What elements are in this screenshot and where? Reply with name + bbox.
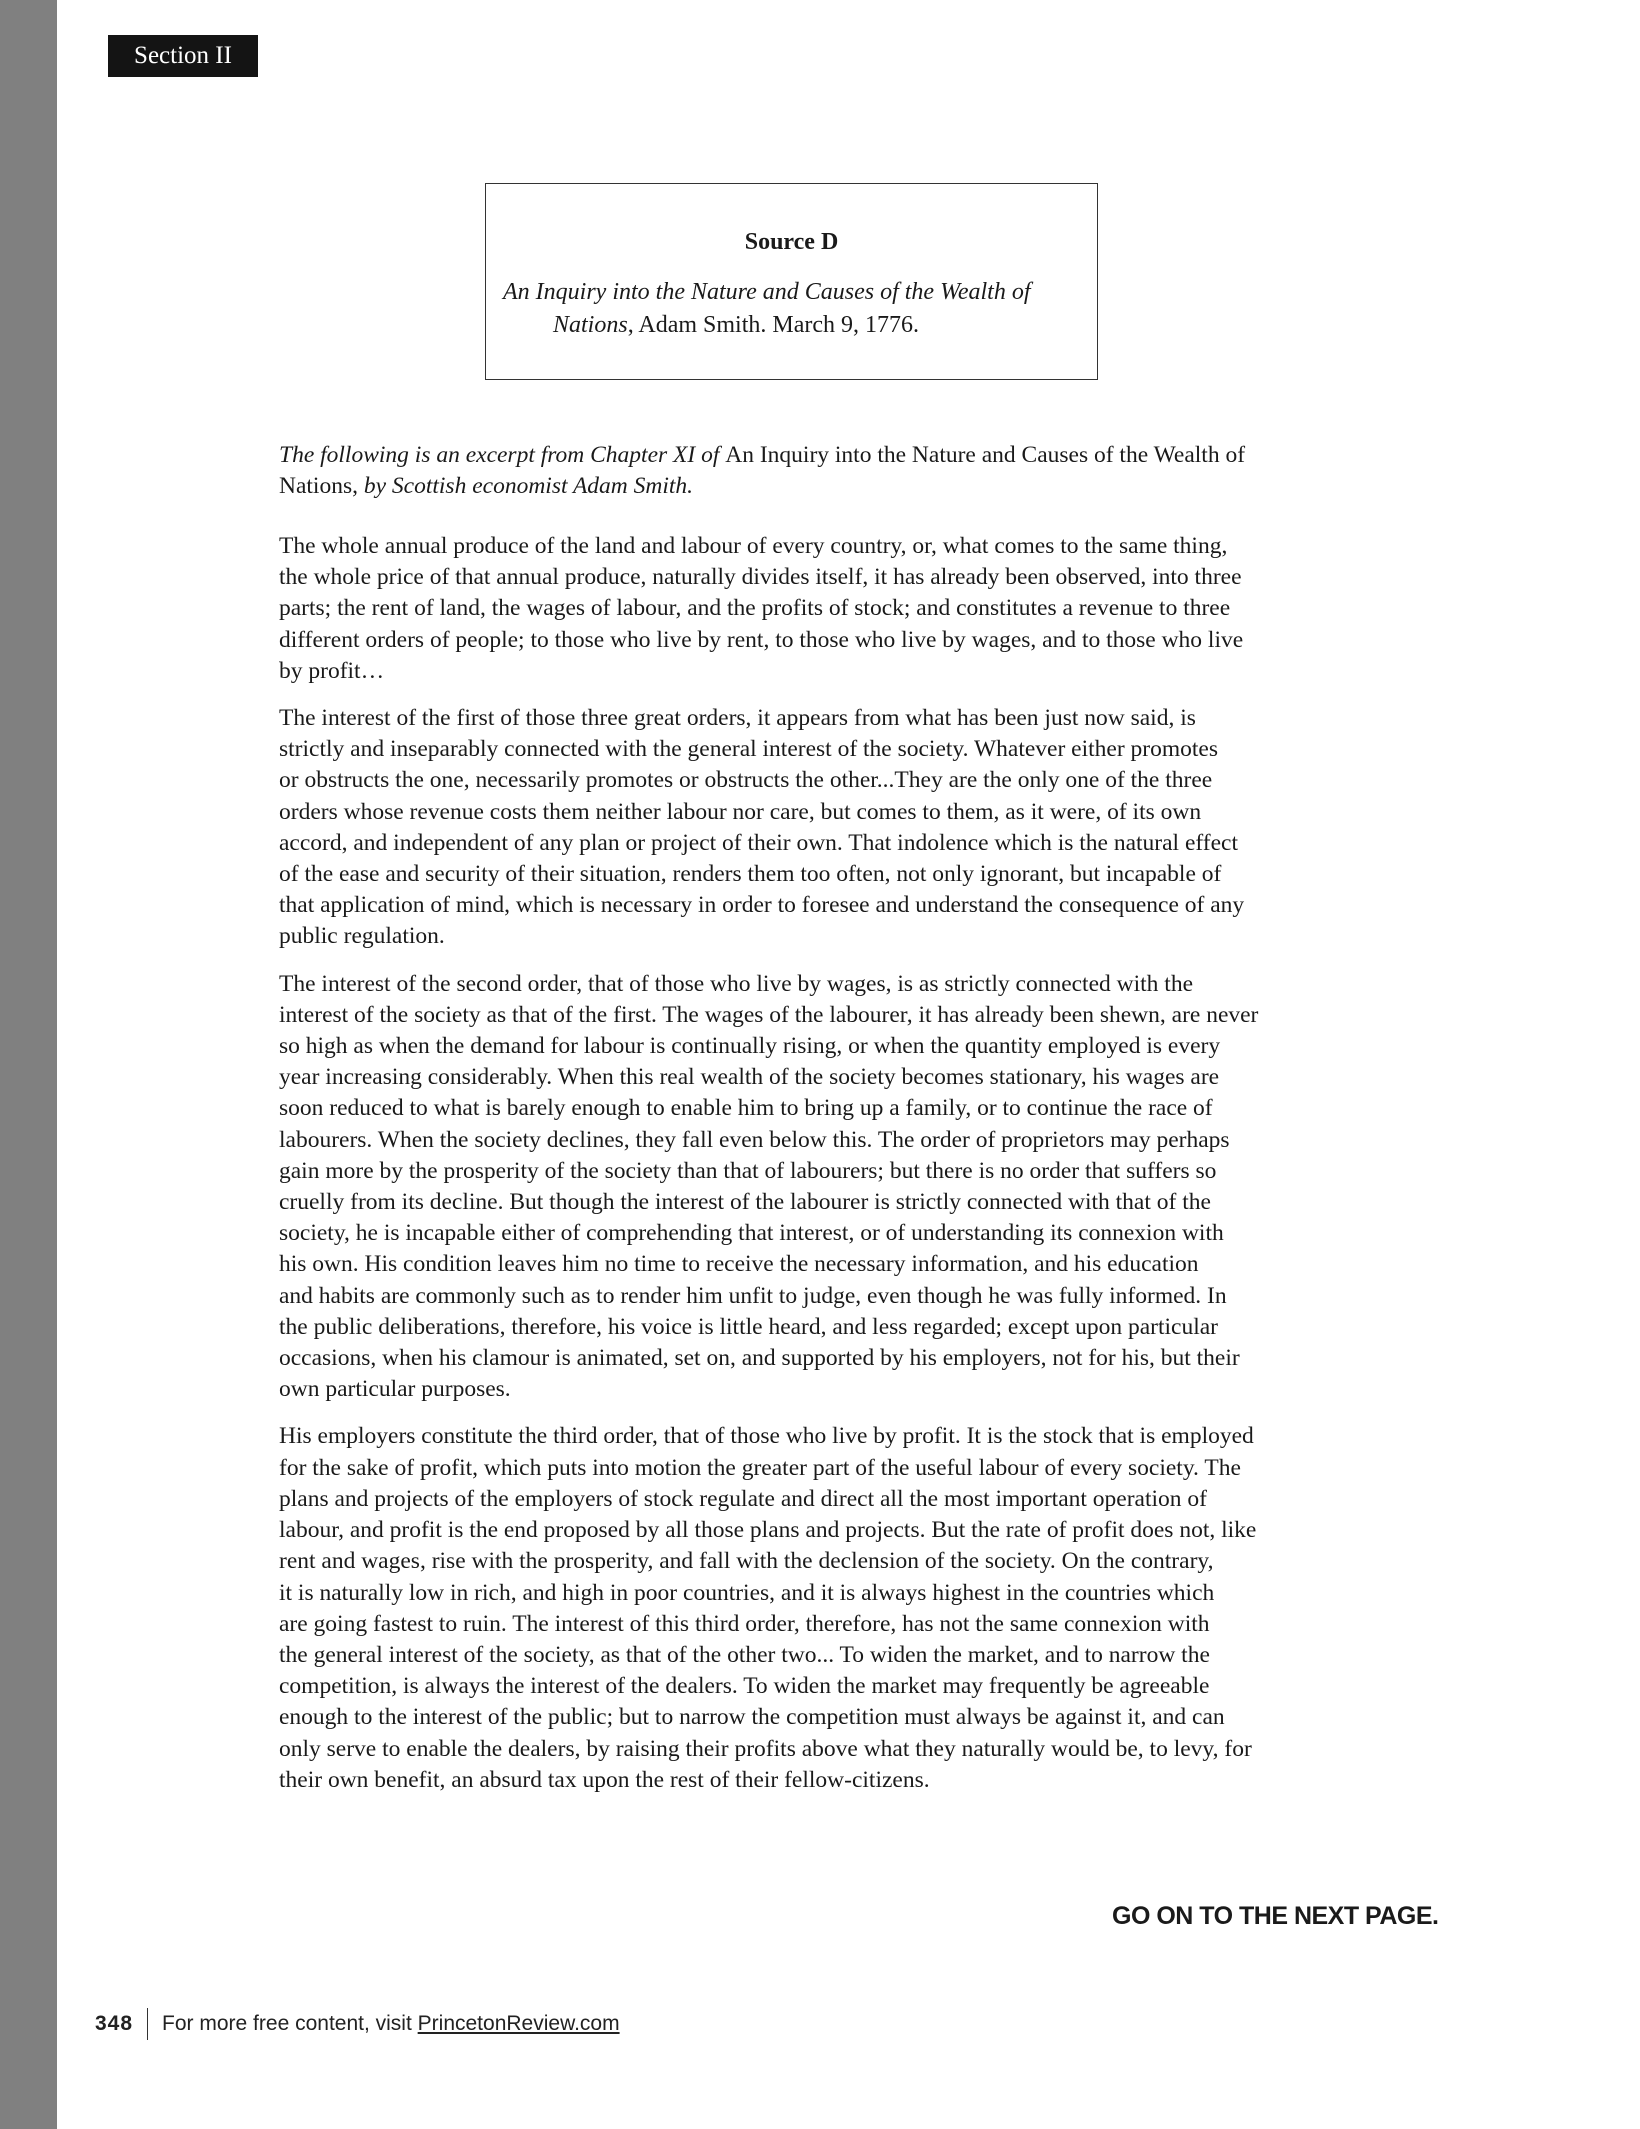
cite-title-line2: Nations bbox=[553, 312, 628, 338]
paragraph-line: his own. His condition leaves him no time to receive the necessary information, and his education bbox=[279, 1251, 1199, 1278]
paragraph-line: or obstructs the one, necessarily promotes or obstructs the other...They are the only one of the three bbox=[279, 767, 1213, 794]
paragraph-line: gain more by the prosperity of the society than that of labourers; but there is no order that suffers so bbox=[279, 1157, 1217, 1184]
paragraph-line: enough to the interest of the public; but to narrow the competition must always be against it, and can bbox=[279, 1704, 1225, 1731]
cite-title-line1: An Inquiry into the Nature and Causes of the Wealth of bbox=[503, 279, 1031, 305]
cite-author-date: , Adam Smith. March 9, 1776. bbox=[627, 312, 920, 338]
paragraph-line: their own benefit, an absurd tax upon the rest of their fellow-citizens. bbox=[279, 1766, 930, 1793]
paragraph-line: interest of the society as that of the first. The wages of the labourer, it has already been shewn, are never bbox=[279, 1001, 1259, 1028]
paragraph-line: plans and projects of the employers of stock regulate and direct all the most important operation of bbox=[279, 1485, 1207, 1512]
paragraph-line: are going fastest to ruin. The interest of this third order, therefore, has not the same connexion with bbox=[279, 1610, 1210, 1637]
intro-part-c: Nations, bbox=[279, 473, 358, 500]
source-box bbox=[485, 183, 1098, 380]
paragraph-line: The interest of the first of those three great orders, it appears from what has been just now said, is bbox=[279, 705, 1196, 732]
paragraph-line: so high as when the demand for labour is continually rising, or when the quantity employed is every bbox=[279, 1033, 1221, 1060]
paragraph-line: only serve to enable the dealers, by raising their profits above what they naturally would be, to levy, for bbox=[279, 1735, 1252, 1762]
paragraph bbox=[279, 1421, 1258, 1795]
section-tab: Section II bbox=[108, 35, 258, 77]
paragraph-line: The whole annual produce of the land and labour of every country, or, what comes to the same thing, bbox=[279, 533, 1228, 559]
paragraph-line: year increasing considerably. When this real wealth of the society becomes stationary, his wages are bbox=[279, 1064, 1220, 1091]
paragraph-line: parts; the rent of land, the wages of labour, and the profits of stock; and constitutes a revenue to three bbox=[279, 595, 1231, 622]
paragraph-line: the general interest of the society, as that of the other two... To widen the market, and to narrow the bbox=[279, 1641, 1210, 1668]
paragraph-line: strictly and inseparably connected with the general interest of the society. Whatever either promotes bbox=[279, 736, 1219, 763]
paragraph-line: labour, and profit is the end proposed by all those plans and projects. But the rate of profit does not, like bbox=[279, 1517, 1257, 1544]
intro-part-d: by Scottish economist Adam Smith. bbox=[357, 473, 694, 500]
paragraph-line: society, he is incapable either of comprehending that interest, or of understanding its connexion with bbox=[279, 1220, 1224, 1247]
intro-note bbox=[279, 440, 1245, 502]
page-footer bbox=[95, 2008, 620, 2040]
paragraph-line: own particular purposes. bbox=[279, 1376, 511, 1403]
paragraph-line: the public deliberations, therefore, his voice is little heard, and less regarded; except upon particular bbox=[279, 1313, 1219, 1340]
paragraph-line: His employers constitute the third order, that of those who live by profit. It is the stock that is employed bbox=[279, 1423, 1254, 1450]
paragraph-line: rent and wages, rise with the prosperity, and fall with the declension of the society. On the contrary, bbox=[279, 1548, 1214, 1575]
paragraph-line: the whole price of that annual produce, naturally divides itself, it has already been observed, into three bbox=[279, 564, 1242, 591]
paragraph-line: labourers. When the society declines, they fall even below this. The order of proprietors may perhaps bbox=[279, 1126, 1230, 1153]
source-citation bbox=[503, 276, 1031, 342]
paragraph-line: orders whose revenue costs them neither labour nor care, but comes to them, as it were, of its own bbox=[279, 798, 1202, 825]
paragraph-line: and habits are commonly such as to render him unfit to judge, even though he was fully informed. In bbox=[279, 1282, 1227, 1309]
source-title: Source D bbox=[744, 229, 839, 255]
next-page-instruction: GO ON TO THE NEXT PAGE. bbox=[1112, 1902, 1439, 1930]
intro-part-b: An Inquiry into the Nature and Causes of the Wealth of bbox=[725, 442, 1246, 468]
paragraph-line: it is naturally low in rich, and high in poor countries, and it is always highest in the countries which bbox=[279, 1579, 1215, 1606]
paragraph-line: The interest of the second order, that of those who live by wages, is as strictly connected with the bbox=[279, 970, 1193, 997]
paragraph-line: of the ease and security of their situation, renders them too often, not only ignorant, but incapable of bbox=[279, 861, 1222, 888]
paragraph-line: competition, is always the interest of the dealers. To widen the market may frequently be agreeable bbox=[279, 1673, 1210, 1700]
princeton-review-link[interactable]: PrincetonReview.com bbox=[417, 2012, 620, 2035]
paragraph-line: different orders of people; to those who live by rent, to those who live by wages, and to those who live bbox=[279, 626, 1244, 653]
page-gutter-bar bbox=[0, 0, 57, 2129]
paragraph-line: accord, and independent of any plan or project of their own. That indolence which is the natural effect bbox=[279, 829, 1239, 856]
paragraph-line: public regulation. bbox=[279, 923, 445, 950]
footer-text: For more free content, visit bbox=[162, 2012, 412, 2035]
intro-part-a: The following is an excerpt from Chapter XI of bbox=[279, 442, 726, 468]
paragraph-line: cruelly from its decline. But though the interest of the labourer is strictly connected with that of the bbox=[279, 1189, 1211, 1216]
paragraph bbox=[279, 531, 1258, 687]
paragraph-line: for the sake of profit, which puts into motion the greater part of the useful labour of every society. The bbox=[279, 1454, 1241, 1481]
page-number: 348 bbox=[95, 2012, 134, 2035]
excerpt-body bbox=[279, 531, 1258, 1812]
paragraph-line: that application of mind, which is necessary in order to foresee and understand the consequence of any bbox=[279, 892, 1245, 919]
footer-divider bbox=[147, 2008, 148, 2040]
paragraph-line: occasions, when his clamour is animated, set on, and supported by his employers, not for his, but their bbox=[279, 1345, 1240, 1372]
paragraph bbox=[279, 703, 1258, 953]
paragraph-line: by profit… bbox=[279, 657, 385, 684]
paragraph-line: soon reduced to what is barely enough to enable him to bring up a family, or to continue the race of bbox=[279, 1095, 1213, 1122]
paragraph bbox=[279, 969, 1258, 1406]
